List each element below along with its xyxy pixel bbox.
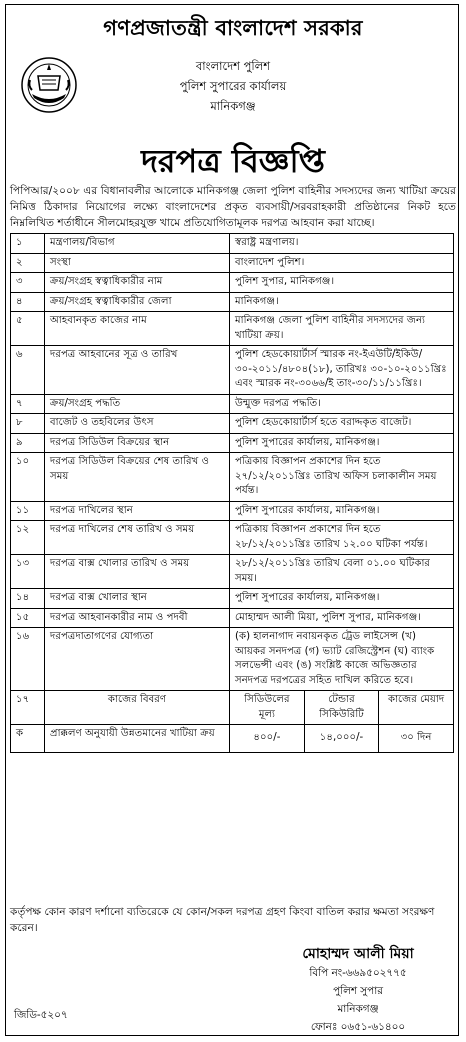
row-value: পত্রিকায় বিজ্ঞাপন প্রকাশের দিন হতে ২৮/১২/২০১১খ্রিঃ তারিখ ১২.০০ ঘটিকা পর্যন্ত।: [230, 521, 454, 555]
table-row: [11, 346, 454, 395]
table-row: [11, 555, 454, 589]
row-value: বাংলাদেশ পুলিশ।: [230, 253, 454, 273]
row-value: মানিকগঞ্জ জেলা পুলিশ বাহিনীর সদস্যদের জন্য খাটিয়া ক্রয়।: [230, 312, 454, 346]
row-label: দরপত্র বাক্স খোলার স্থান: [45, 589, 230, 609]
work-header: কাজের বিবরণ: [45, 691, 230, 725]
table-row: [11, 521, 454, 555]
row-number: ১৬: [11, 628, 45, 691]
row-label: ক্রয়/সংগ্রহ স্বত্বাধিকারীর জেলা: [45, 292, 230, 312]
table-row: [11, 394, 454, 414]
item-description: প্রাক্কলণ অনুযায়ী উন্নতমানের খাটিয়া ক্রয়: [45, 725, 230, 753]
district-line: মানিকগঞ্জ: [210, 99, 256, 113]
row-label: দরপত্র সিডিউল বিক্রয়ের শেষ তারিখ ও সময়: [45, 453, 230, 502]
row-value: স্বরাষ্ট্র মন্ত্রণালয়।: [230, 234, 454, 254]
table-row: [11, 273, 454, 293]
footer-note: কর্তৃপক্ষ কোন কারণ দর্শানো ব্যতিরেকে যে কোন/সকল দরপত্র গ্রহণ কিংবা বাতিল করার ক্ষমতা সংরক্ষণ করেন।: [10, 906, 435, 934]
table-row: [11, 608, 454, 628]
table-row: [11, 253, 454, 273]
office-line: পুলিশ সুপারের কার্যালয়: [179, 79, 287, 93]
table-row: [11, 453, 454, 502]
work-term: ৩০ দিন: [400, 732, 432, 743]
row-label: দরপত্র আহবানকারীর নাম ও পদবী: [45, 608, 230, 628]
row-label: দরপত্র দাখিলের স্থান: [45, 501, 230, 521]
table-row: [11, 628, 454, 691]
item-row: [11, 725, 454, 753]
row-number: ১১: [11, 501, 45, 521]
schedule-price-header: সিডিউলের মূল্য: [230, 691, 304, 724]
row-number: ৮: [11, 414, 45, 434]
row-number: ৫: [11, 312, 45, 346]
term-header: কাজের মেয়াদ: [387, 694, 445, 705]
row-value: পুলিশ সুপারের কার্যালয়, মানিকগঞ্জ।: [230, 433, 454, 453]
row-value: পুলিশ সুপারের কার্যালয়, মানিকগঞ্জ।: [230, 589, 454, 609]
row-label: দরপত্র দাখিলের শেষ তারিখ ও সময়: [45, 521, 230, 555]
intro-paragraph: পিপিআর/২০০৮ এর বিধানাবলীর আলোকে মানিকগঞ্জ জেলা পুলিশ বাহিনীর সদস্যদের জন্য খাটিয়া ক্রয়ের নিমিত্ত ঠিকাদার নিয়োগের লক্ষ্যে বাংলাদেশের প্রকৃত ব্যবসায়ী/সরবরাহকারী প্রতিষ্ঠানের নিকট হতে নিম্নলিখিত শর্তাধীনে সীলমোহরযুক্ত খামে প্রতিযোগিতামূলক দরপত্র আহবান করা যাচ্ছে।: [10, 185, 456, 229]
signatory-place: মানিকগঞ্জ: [337, 1003, 379, 1015]
signatory-phone: ফোনঃ ০৬৫১-৬১৪০০: [310, 1021, 406, 1033]
row-label: দরপত্র বাক্স খোলার তারিখ ও সময়: [45, 555, 230, 589]
row-number: ১৩: [11, 555, 45, 589]
tender-rows: [11, 234, 454, 691]
security-amount: ১৪,০০০/-: [304, 725, 378, 752]
table-row: [11, 414, 454, 434]
row-label: ক্রয়/সংগ্রহ স্বত্বাধিকারীর নাম: [45, 273, 230, 293]
table-row: [11, 589, 454, 609]
item-header-row: [11, 691, 454, 725]
row-value: উন্মুক্ত দরপত্র পদ্ধতি।: [230, 394, 454, 414]
table-row: [11, 501, 454, 521]
department-line: বাংলাদেশ পুলিশ: [195, 59, 271, 73]
row-value: মানিকগঞ্জ।: [230, 292, 454, 312]
government-heading: গণপ্রজাতন্ত্রী বাংলাদেশ সরকার: [103, 16, 363, 40]
row-value: পুলিশ সুপারের কার্যালয়, মানিকগঞ্জ।: [230, 501, 454, 521]
row-label: দরপত্রদাতাগণের যোগ্যতা: [45, 628, 230, 691]
table-row: [11, 292, 454, 312]
row-label: আহবানকৃত কাজের নাম: [45, 312, 230, 346]
table-row: [11, 433, 454, 453]
row-number: ১২: [11, 521, 45, 555]
gd-code: জিডি-৫২০৭: [14, 1009, 68, 1021]
row-number: ১৭: [11, 691, 45, 725]
item-number: ক: [11, 725, 45, 753]
row-value: পুলিশ হেডকোয়ার্টার্স স্মারক নং-ইএউটি/ইকিউ/৩০-২০১১/৪৮০৪(১৮), তারিখঃ ৩০-১০-২০১১খ্রিঃ এবং স্মারক নং-৩০৬৬/ই তাং-৩০/১১/১১খ্রিঃ।: [230, 346, 454, 395]
notice-title: দরপত্র বিজ্ঞপ্তি: [141, 142, 325, 180]
row-number: ১৫: [11, 608, 45, 628]
row-number: ১০: [11, 453, 45, 502]
row-label: বাজেট ও তহবিলের উৎস: [45, 414, 230, 434]
row-label: সংস্থা: [45, 253, 230, 273]
item-table: [11, 691, 454, 753]
row-label: মন্ত্রণালয়/বিভাগ: [45, 234, 230, 254]
table-row: [11, 234, 454, 254]
row-number: ৪: [11, 292, 45, 312]
security-header: টেন্ডার সিকিউরিটি: [304, 691, 378, 724]
row-value: পুলিশ সুপার, মানিকগঞ্জ।: [230, 273, 454, 293]
row-value: ২৮/১২/২০১১খ্রিঃ তারিখ বেলা ০১.০০ ঘটিকার সময়।: [230, 555, 454, 589]
signatory-name: মোহাম্মদ আলী মিয়া: [302, 946, 414, 962]
row-number: ৭: [11, 394, 45, 414]
schedule-price: ৪০০/-: [230, 725, 304, 752]
row-label: দরপত্র আহবানের সূত্র ও তারিখ: [45, 346, 230, 395]
row-label: ক্রয়/সংগ্রহ পদ্ধতি: [45, 394, 230, 414]
row-number: ১৪: [11, 589, 45, 609]
row-number: ৬: [11, 346, 45, 395]
signatory-title: পুলিশ সুপার: [333, 985, 383, 997]
signatory-bp: বিপি নং-৬৬৯৫০২৭৭৫: [309, 967, 407, 979]
row-number: ৩: [11, 273, 45, 293]
row-value: (ক) হালনাগাদ নবায়নকৃত ট্রেড লাইসেন্স (খ) আয়কর সনদপত্র (গ) ভ্যাট রেজিস্ট্রেশন (ঘ) ব্যাংক সলভেন্সী এবং (ঙ) সংশ্লিষ্ট কাজে অভিজ্ঞতার সনদপত্র দরপত্রের সহিত দাখিল করিতে হবে।: [230, 628, 454, 691]
row-value: মোহাম্মদ আলী মিয়া, পুলিশ সুপার, মানিকগঞ্জ।: [230, 608, 454, 628]
row-label: দরপত্র সিডিউল বিক্রয়ের স্থান: [45, 433, 230, 453]
tender-details-table: [10, 233, 454, 753]
row-number: ২: [11, 253, 45, 273]
row-number: ৯: [11, 433, 45, 453]
row-value: পত্রিকায় বিজ্ঞাপন প্রকাশের দিন হতে ২৭/১২/২০১১খ্রিঃ তারিখ অফিস চলাকালীন সময় পর্যন্ত।: [230, 453, 454, 502]
row-value: পুলিশ হেডকোয়ার্টার্স হতে বরাদ্দকৃত বাজেট।: [230, 414, 454, 434]
table-row: [11, 312, 454, 346]
row-number: ১: [11, 234, 45, 254]
